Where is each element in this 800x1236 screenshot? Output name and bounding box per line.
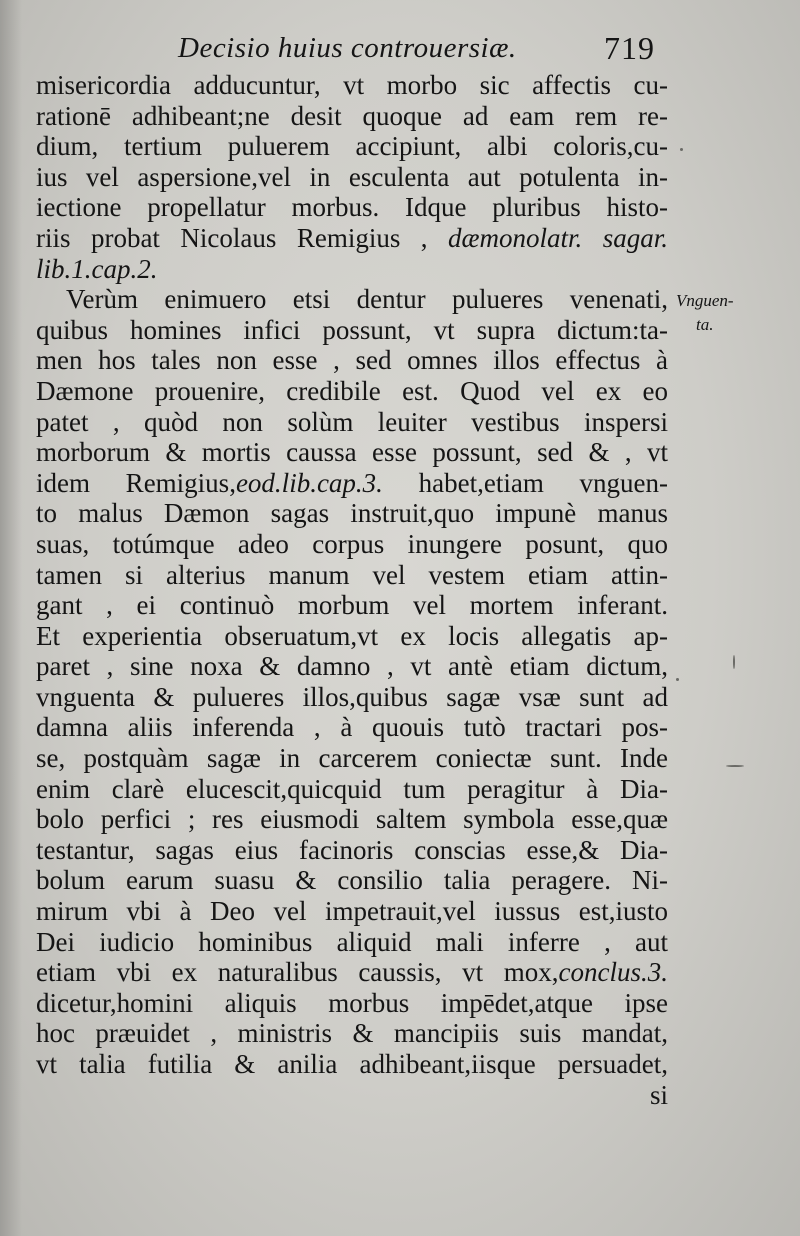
- text-line: mirum vbi à Deo vel impetrauit,vel iussus est,iusto: [36, 896, 668, 927]
- text-line: bolum earum suasu & consilio talia peragere. Ni-: [36, 865, 668, 896]
- text-line: Et experientia obseruatum,vt ex locis allegatis ap-: [36, 620, 668, 651]
- text-line: vt talia futilia & anilia adhibeant,iisque persuadet,: [36, 1049, 668, 1079]
- citation: eod.lib.cap.3.: [235, 467, 383, 498]
- gutter-shadow: [0, 0, 22, 1236]
- marginal-note: [676, 289, 786, 337]
- paper-speck: [676, 678, 679, 681]
- page-header: [0, 30, 800, 70]
- paper-speck: [726, 765, 744, 767]
- text-line: misericordia adducuntur, vt morbo sic affectis cu-: [36, 70, 668, 100]
- text-line: paret , sine noxa & damno , vt antè etiam dictum,: [36, 651, 668, 682]
- text-line: bolo perfici ; res eiusmodi saltem symbola esse,quæ: [36, 804, 668, 835]
- text-line: morborum & mortis caussa esse possunt, sed & , vt: [36, 437, 668, 468]
- citation: lib.1.cap.2.: [36, 253, 158, 284]
- text-line: [36, 223, 668, 254]
- main-text: [36, 70, 668, 1110]
- text-line: hoc præuidet , ministris & mancipiis suis mandat,: [36, 1018, 668, 1049]
- text-line: Dæmone prouenire, credibile est. Quod vel ex eo: [36, 375, 668, 406]
- text-line: enim clarè elucescit,quicquid tum peragitur à Dia-: [36, 773, 668, 804]
- text-line: testantur, sagas eius facinoris conscias esse,& Dia-: [36, 834, 668, 865]
- text-line: tamen si alterius manum vel vestem etiam attin-: [36, 559, 668, 590]
- text-span: riis probat Nicolaus Remigius ,: [36, 222, 448, 253]
- text-line: Dei iudicio hominibus aliquid mali inferre , aut: [36, 926, 668, 957]
- text-line: rationē adhibeant;ne desit quoque ad eam rem re-: [36, 100, 668, 131]
- citation: conclus.3.: [558, 957, 668, 988]
- text-line: suas, totúmque adeo corpus inungere posunt, quo: [36, 528, 668, 559]
- running-head: Decisio huius controuersiæ.: [178, 32, 517, 64]
- paper-speck: [733, 655, 735, 669]
- text-line: dicetur,homini aliquis morbus impēdet,atque ipse: [36, 987, 668, 1018]
- text-line: quibus homines infici possunt, vt supra dictum:ta-: [36, 314, 668, 345]
- text-line: to malus Dæmon sagas instruit,quo impunè manus: [36, 498, 668, 529]
- paper-speck: [680, 148, 683, 151]
- text-line: gant , ei continuò morbum vel mortem inferant.: [36, 590, 668, 621]
- text-line: damna aliis inferenda , à quouis tutò tractari pos-: [36, 712, 668, 743]
- text-line: vnguenta & pulueres illos,quibus sagæ vsæ sunt ad: [36, 681, 668, 712]
- text-line: [36, 957, 668, 988]
- text-span: etiam vbi ex naturalibus caussis, vt mox,: [36, 957, 559, 988]
- catchword: si: [649, 1079, 668, 1110]
- text-line: ius vel aspersione,vel in esculenta aut potulenta in-: [36, 161, 668, 192]
- marginal-note-line: ta.: [696, 315, 714, 334]
- page-number: 719: [604, 30, 655, 66]
- text-line: [36, 468, 668, 499]
- text-line: [36, 254, 668, 285]
- text-line: iectione propellatur morbus. Idque pluribus histo-: [36, 192, 668, 223]
- text-line: dium, tertium puluerem accipiunt, albi coloris,cu-: [36, 131, 668, 162]
- text-span: habet,etiam vnguen-: [382, 467, 668, 498]
- paragraph-start-line: Verùm enimuero etsi dentur pulueres venenati,: [66, 284, 668, 315]
- marginal-note-line: Vnguen-: [676, 291, 734, 310]
- text-span: idem Remigius,: [36, 467, 236, 498]
- citation: dæmonolatr. sagar.: [448, 222, 669, 253]
- text-line: se, postquàm sagæ in carcerem coniectæ sunt. Inde: [36, 743, 668, 774]
- text-line: men hos tales non esse , sed omnes illos effectus à: [36, 345, 668, 376]
- text-line: patet , quòd non solùm leuiter vestibus inspersi: [36, 406, 668, 437]
